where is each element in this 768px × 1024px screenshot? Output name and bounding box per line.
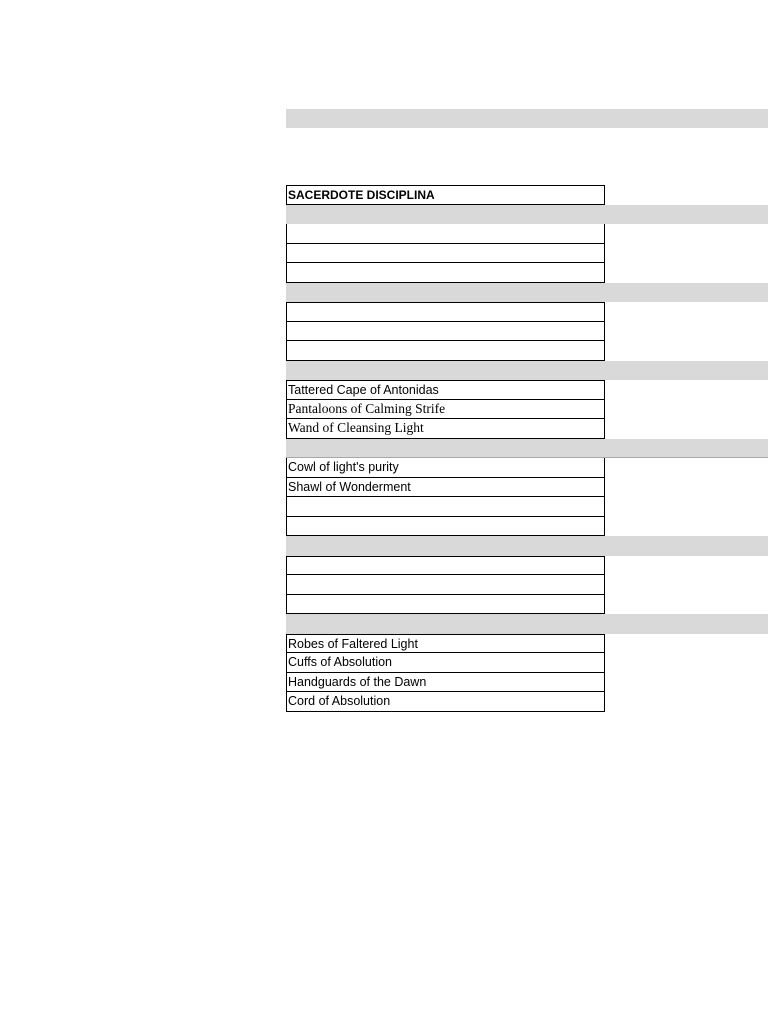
section-separator (286, 205, 768, 225)
section-separator (286, 283, 768, 303)
table-header[interactable]: SACERDOTE DISCIPLINA (286, 185, 605, 205)
table-row[interactable] (286, 302, 605, 322)
table-row[interactable] (286, 341, 605, 361)
table-row[interactable]: Robes of Faltered Light (286, 634, 605, 654)
gear-table (286, 185, 768, 712)
table-row[interactable] (286, 575, 605, 595)
section-separator (286, 614, 768, 634)
table-row[interactable]: Shawl of Wonderment (286, 478, 605, 498)
table-row[interactable]: Tattered Cape of Antonidas (286, 380, 605, 400)
table-row[interactable] (286, 263, 605, 283)
table-row[interactable] (286, 244, 605, 264)
section-separator (286, 361, 768, 381)
section-separator (286, 439, 768, 459)
table-row[interactable]: Wand of Cleansing Light (286, 419, 605, 439)
table-row[interactable]: Cowl of light's purity (286, 458, 605, 478)
table-row[interactable]: Pantaloons of Calming Strife (286, 400, 605, 420)
section-separator (286, 536, 768, 556)
top-shaded-band (286, 109, 768, 128)
table-row[interactable] (286, 595, 605, 615)
table-row[interactable] (286, 556, 605, 576)
table-row[interactable] (286, 517, 605, 537)
table-row[interactable]: Cuffs of Absolution (286, 653, 605, 673)
table-row[interactable] (286, 497, 605, 517)
table-row[interactable]: Handguards of the Dawn (286, 673, 605, 693)
table-row[interactable] (286, 224, 605, 244)
table-row[interactable]: Cord of Absolution (286, 692, 605, 712)
table-row[interactable] (286, 322, 605, 342)
